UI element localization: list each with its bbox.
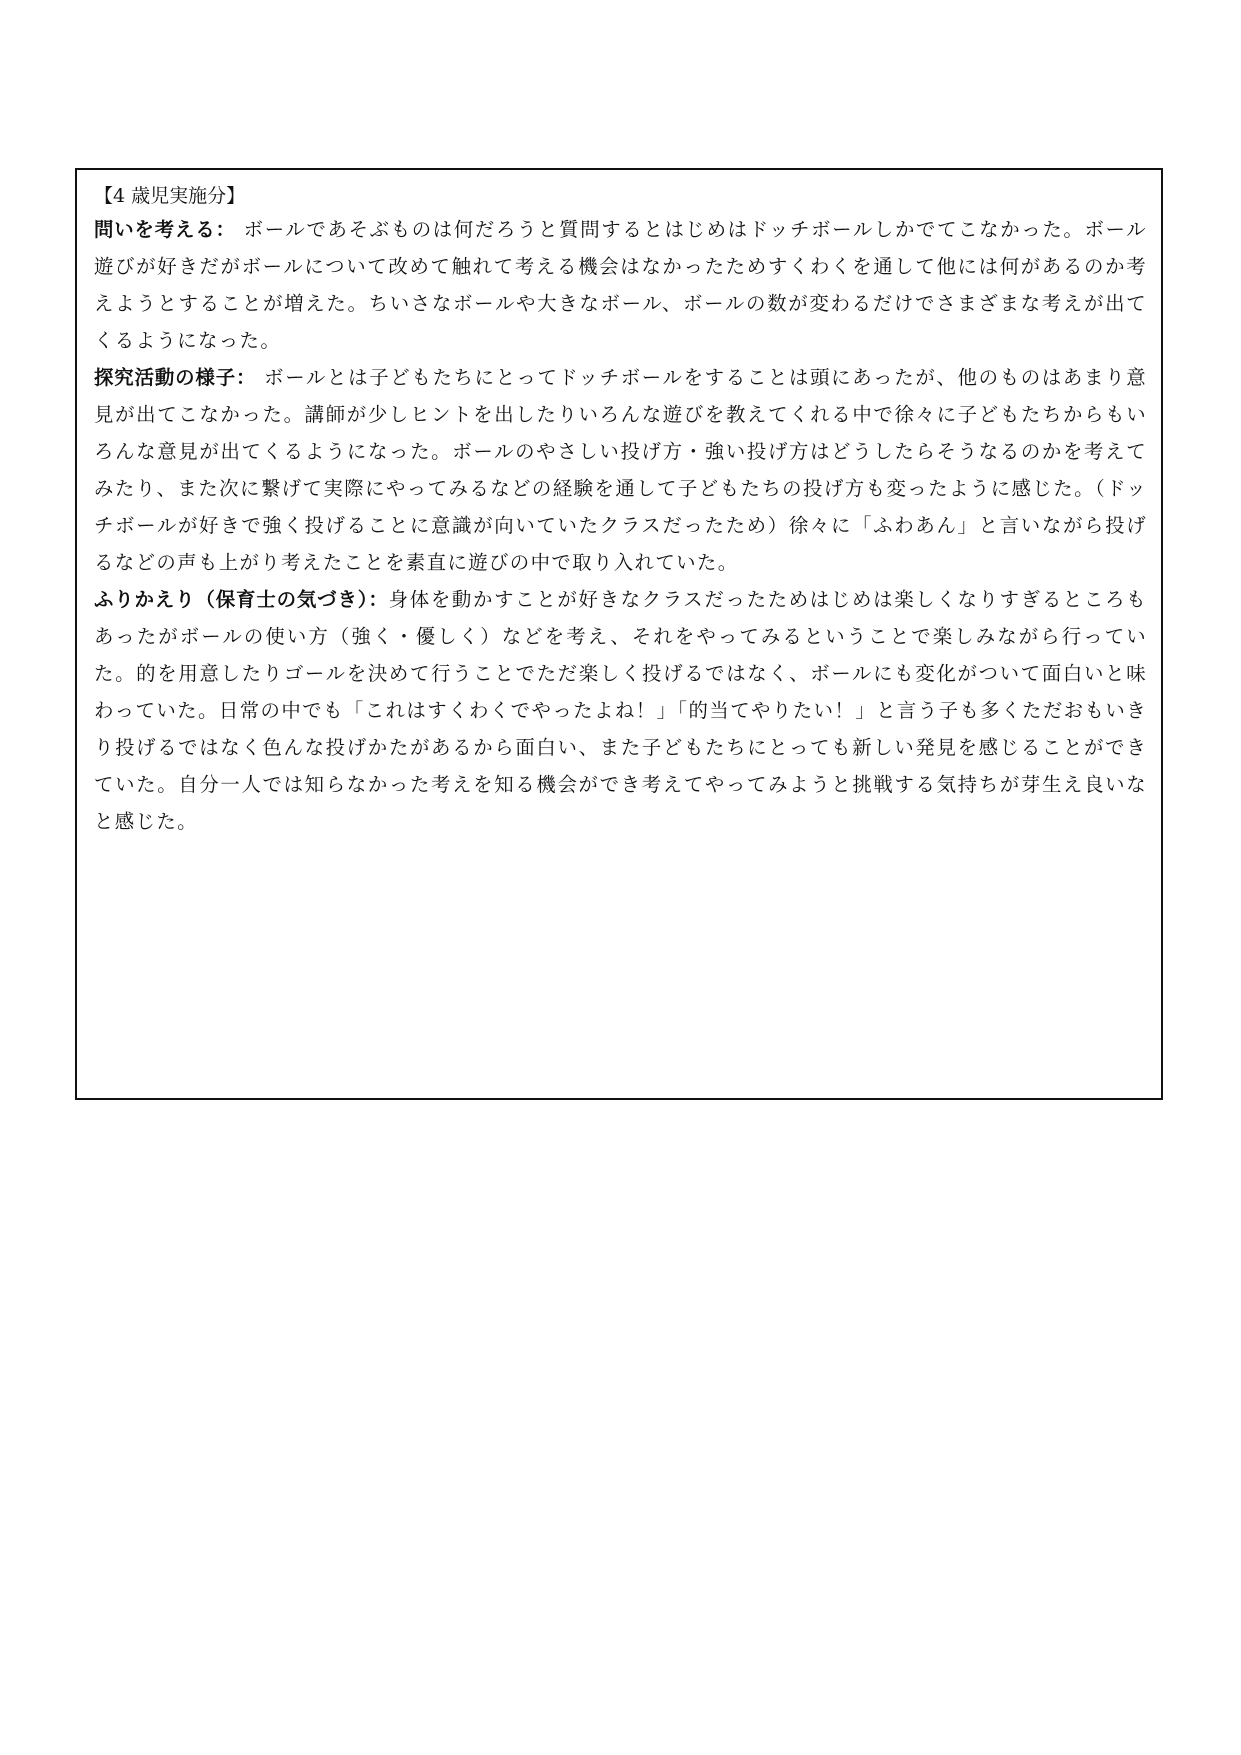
report-box — [75, 168, 1163, 1100]
report-heading: 【4 歳児実施分】 — [94, 185, 246, 207]
section-inquiry-label: 探究活動の様子： — [94, 366, 257, 389]
section-question — [94, 211, 1147, 359]
section-question-label: 問いを考える： — [94, 218, 236, 241]
section-inquiry-text: ボールとは子どもたちにとってドッチボールをすることは頭にあったが、他のものはあまり意見が出てこなかった。講師が少しヒントを出したりいろんな遊びを教えてくれる中で徐々に子どもたちからもいろんな意見が出てくるようになった。ボールのやさしい投げ方・強い投げ方はどうしたらそうなるのかを考えてみたり、また次に繋げて実際にやってみるなどの経験を通して子どもたちの投げ方も変ったように感じた。（ドッチボールが好きで強く投げることに意識が向いていたクラスだったため）徐々に「ふわあん」と言いながら投げるなどの声も上がり考えたことを素直に遊びの中で取り入れていた。 — [94, 366, 1147, 574]
section-inquiry — [94, 359, 1147, 581]
section-question-text: ボールであそぶものは何だろうと質問するとはじめはドッチボールしかでてこなかった。ボール遊びが好きだがボールについて改めて触れて考える機会はなかったためすくわくを通して他には何があるのか考えようとすることが増えた。ちいさなボールや大きなボール、ボールの数が変わるだけでさまざまな考えが出てくるようになった。 — [94, 218, 1148, 352]
section-reflection-text: 身体を動かすことが好きなクラスだったためはじめは楽しくなりすぎるところもあったがボールの使い方（強く・優しく）などを考え、それをやってみるということで楽しみながら行っていた。的を用意したりゴールを決めて行うことでただ楽しく投げるではなく、ボールにも変化がついて面白いと味わっていた。日常の中でも「これはすくわくでやったよね！」「的当てやりたい！」と言う子も多くただおもいきり投げるではなく色んな投げかたがあるから面白い、また子どもたちにとっても新しい発見を感じることができていた。自分一人では知らなかった考えを知る機会ができ考えてやってみようと挑戦する気持ちが芽生え良いなと感じた。 — [94, 588, 1147, 833]
section-reflection-label: ふりかえり（保育士の気づき）： — [94, 588, 389, 611]
section-reflection — [94, 581, 1147, 840]
